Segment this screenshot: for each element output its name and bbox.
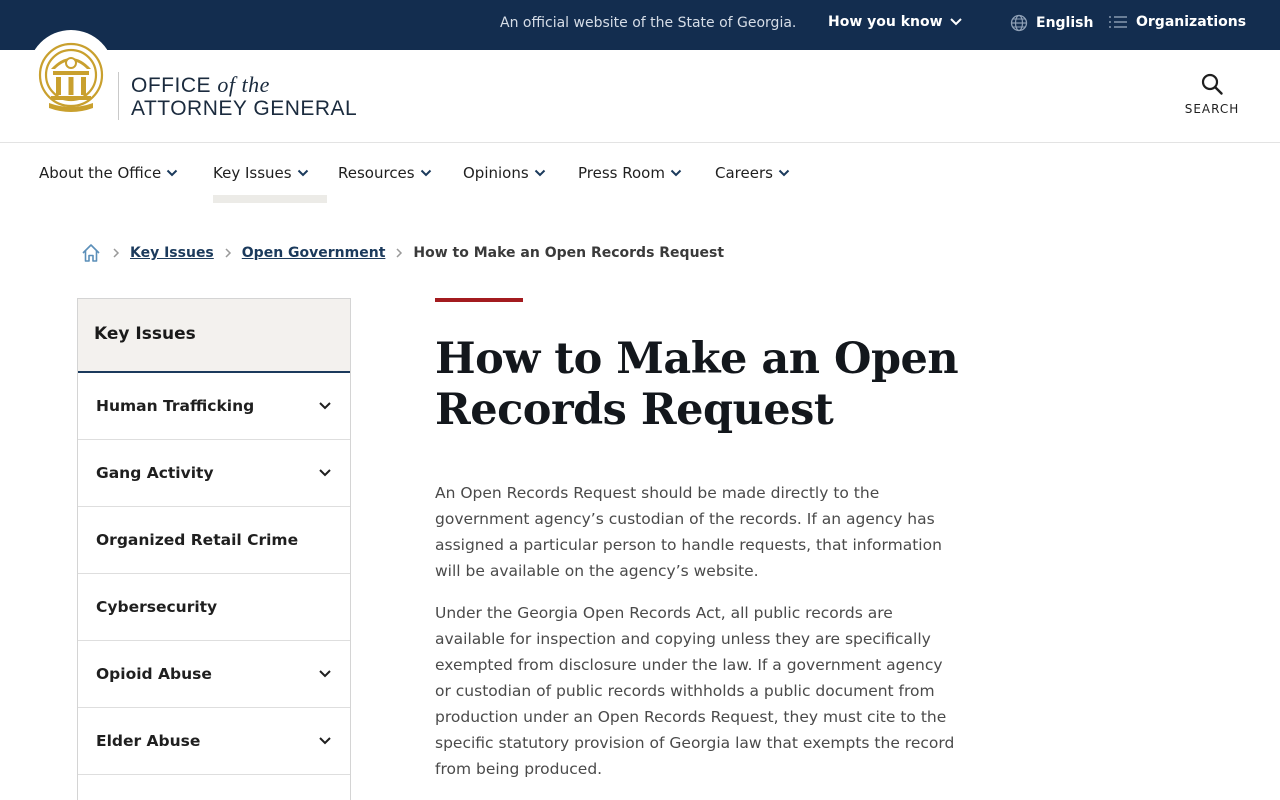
brand-divider (118, 72, 119, 120)
how-you-know-label: How you know (828, 14, 943, 30)
nav-resources[interactable] (338, 164, 432, 182)
nav-label: Press Room (578, 164, 665, 182)
chevron-right-icon (395, 247, 403, 259)
nav-opinions[interactable] (463, 164, 546, 182)
list-icon (1108, 15, 1128, 29)
nav-press-room[interactable] (578, 164, 682, 182)
sidebar-item-label: Gang Activity (96, 464, 214, 482)
sidebar-item-label: Human Trafficking (96, 397, 255, 415)
chevron-right-icon (224, 247, 232, 259)
title-accent-bar (435, 298, 523, 302)
search-icon (1200, 72, 1224, 96)
chevron-down-icon[interactable] (318, 736, 332, 746)
nav-label: About the Office (39, 164, 162, 182)
organizations-label: Organizations (1136, 14, 1247, 30)
sidebar-item-human-trafficking[interactable] (78, 373, 350, 440)
nav-careers[interactable] (715, 164, 790, 182)
sidebar-item-label: Organized Retail Crime (96, 531, 299, 549)
chevron-down-icon (949, 17, 963, 27)
nav-label: Opinions (463, 164, 529, 182)
sidebar-item-cybersecurity[interactable] (78, 574, 350, 641)
chevron-down-icon (534, 169, 546, 177)
chevron-down-icon (420, 169, 432, 177)
content-paragraph: An Open Records Request should be made directly to the government agency’s custodian of the records. If an agency has assigned a particular person to handle requests, that information will be available on the agency’s website. (435, 484, 942, 580)
state-seal-logo (37, 39, 105, 117)
sidebar-item-organized-retail-crime[interactable] (78, 507, 350, 574)
main-navigation (0, 143, 1280, 207)
nav-label: Resources (338, 164, 415, 182)
chevron-down-icon[interactable] (318, 468, 332, 478)
breadcrumb-current: How to Make an Open Records Request (413, 245, 725, 261)
globe-icon (1010, 14, 1028, 32)
chevron-down-icon[interactable] (318, 669, 332, 679)
nav-label: Careers (715, 164, 773, 182)
sidebar-item-gang-activity[interactable] (78, 440, 350, 507)
page-title: How to Make an Open Records Request (435, 334, 959, 435)
search-label: SEARCH (1184, 102, 1240, 116)
organizations-button[interactable] (1108, 14, 1246, 30)
brand-name-line1[interactable] (131, 72, 270, 98)
language-label: English (1036, 15, 1094, 31)
sidebar-item-elder-abuse[interactable] (78, 708, 350, 775)
chevron-right-icon (112, 247, 120, 259)
chevron-down-icon (297, 169, 309, 177)
nav-key-issues[interactable] (213, 164, 309, 182)
nav-about-the-office[interactable] (39, 164, 178, 182)
breadcrumb-open-government[interactable]: Open Government (241, 245, 386, 261)
brand-of-the: of the (217, 72, 270, 97)
brand-office: OFFICE (131, 74, 211, 97)
sidebar-item-label: Opioid Abuse (96, 665, 212, 683)
sidebar-item-label: Cybersecurity (96, 598, 218, 616)
home-icon[interactable] (80, 242, 102, 264)
sidebar-title[interactable]: Key Issues (78, 299, 350, 373)
site-header (0, 50, 1280, 143)
chevron-down-icon (778, 169, 790, 177)
nav-label: Key Issues (213, 164, 292, 182)
language-selector[interactable] (1010, 14, 1093, 32)
sidebar-item-opioid-abuse[interactable] (78, 641, 350, 708)
chevron-down-icon (670, 169, 682, 177)
content-paragraph: Under the Georgia Open Records Act, all public records are available for inspection and copying unless they are specifically exempted from disclosure under the law. If a government agency or custodian of public records withholds a public document from production under an Open Records Request, they must cite to the specific statutory provision of Georgia law that exempts the record from being produced. (435, 604, 955, 778)
key-issues-sidebar (77, 298, 351, 800)
brand-name-line2[interactable]: ATTORNEY GENERAL (131, 97, 358, 120)
home-logo-link[interactable] (28, 30, 114, 116)
breadcrumb-key-issues[interactable]: Key Issues (130, 245, 214, 261)
official-site-banner (0, 0, 1280, 50)
sidebar-item-label: Elder Abuse (96, 732, 201, 750)
chevron-down-icon[interactable] (318, 401, 332, 411)
breadcrumb (80, 241, 724, 265)
chevron-down-icon (166, 169, 178, 177)
how-you-know-button[interactable] (828, 14, 963, 30)
search-button[interactable] (1180, 72, 1244, 122)
official-site-text: An official website of the State of Georgia. (500, 15, 797, 31)
